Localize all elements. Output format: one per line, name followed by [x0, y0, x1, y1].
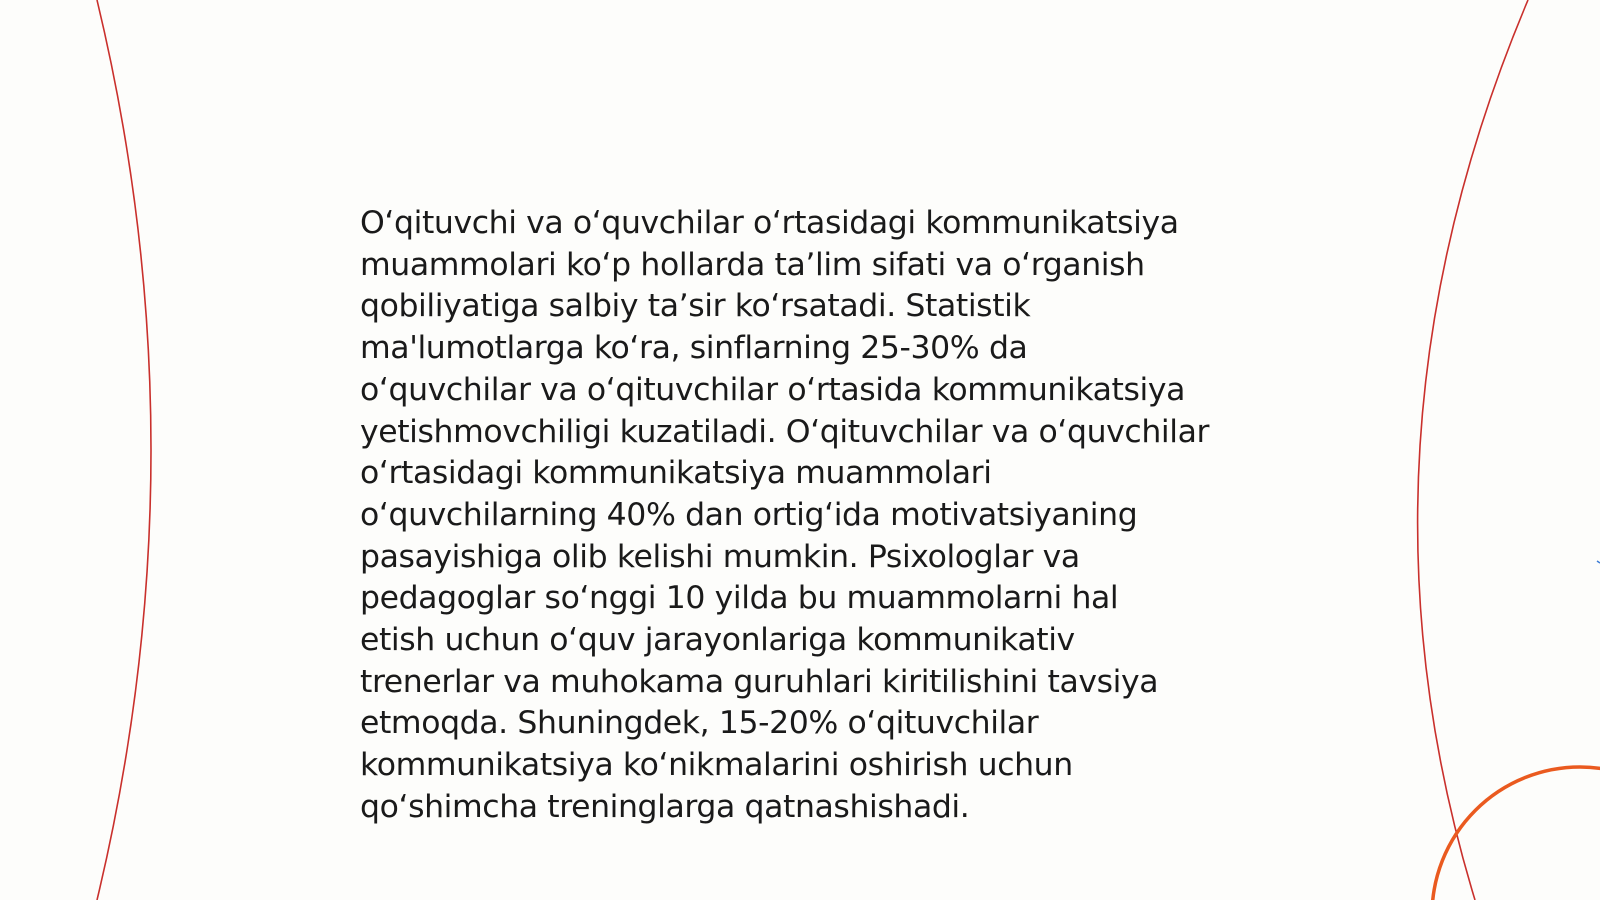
body-paragraph: Oʻqituvchi va oʻquvchilar oʻrtasidagi kommunikatsiya muammolari koʻp hollarda taʼlim sifati va oʻrganish qobiliyatiga salbiy taʼsir koʻrsatadi. Statistik ma'lumotlarga koʻra, sinflarning 25-30% da oʻquvchilar va oʻqituvchilar oʻrtasida kommunikatsiya yetishmovchiligi kuzatiladi. Oʻqituvchilar va oʻquvchilar oʻrtasidagi kommunikatsiya muammolari oʻquvchilarning 40% dan ortigʻida motivatsiyaning pasayishiga olib kelishi mumkin. Psixologlar va pedagoglar soʻnggi 10 yilda bu muammolarni hal etish uchun oʻquv jarayonlariga kommunikativ trenerlar va muhokama guruhlari kiritilishini tavsiya etmoqda. Shuningdek, 15-20% oʻqituvchilar kommunikatsiya koʻnikmalarini oshirish uchun qoʻshimcha treninglarga qatnashishadi. [360, 205, 1210, 825]
right-arc-line [1418, 0, 1528, 900]
left-arc-line [97, 0, 151, 900]
orange-accent-circle [1432, 767, 1600, 900]
